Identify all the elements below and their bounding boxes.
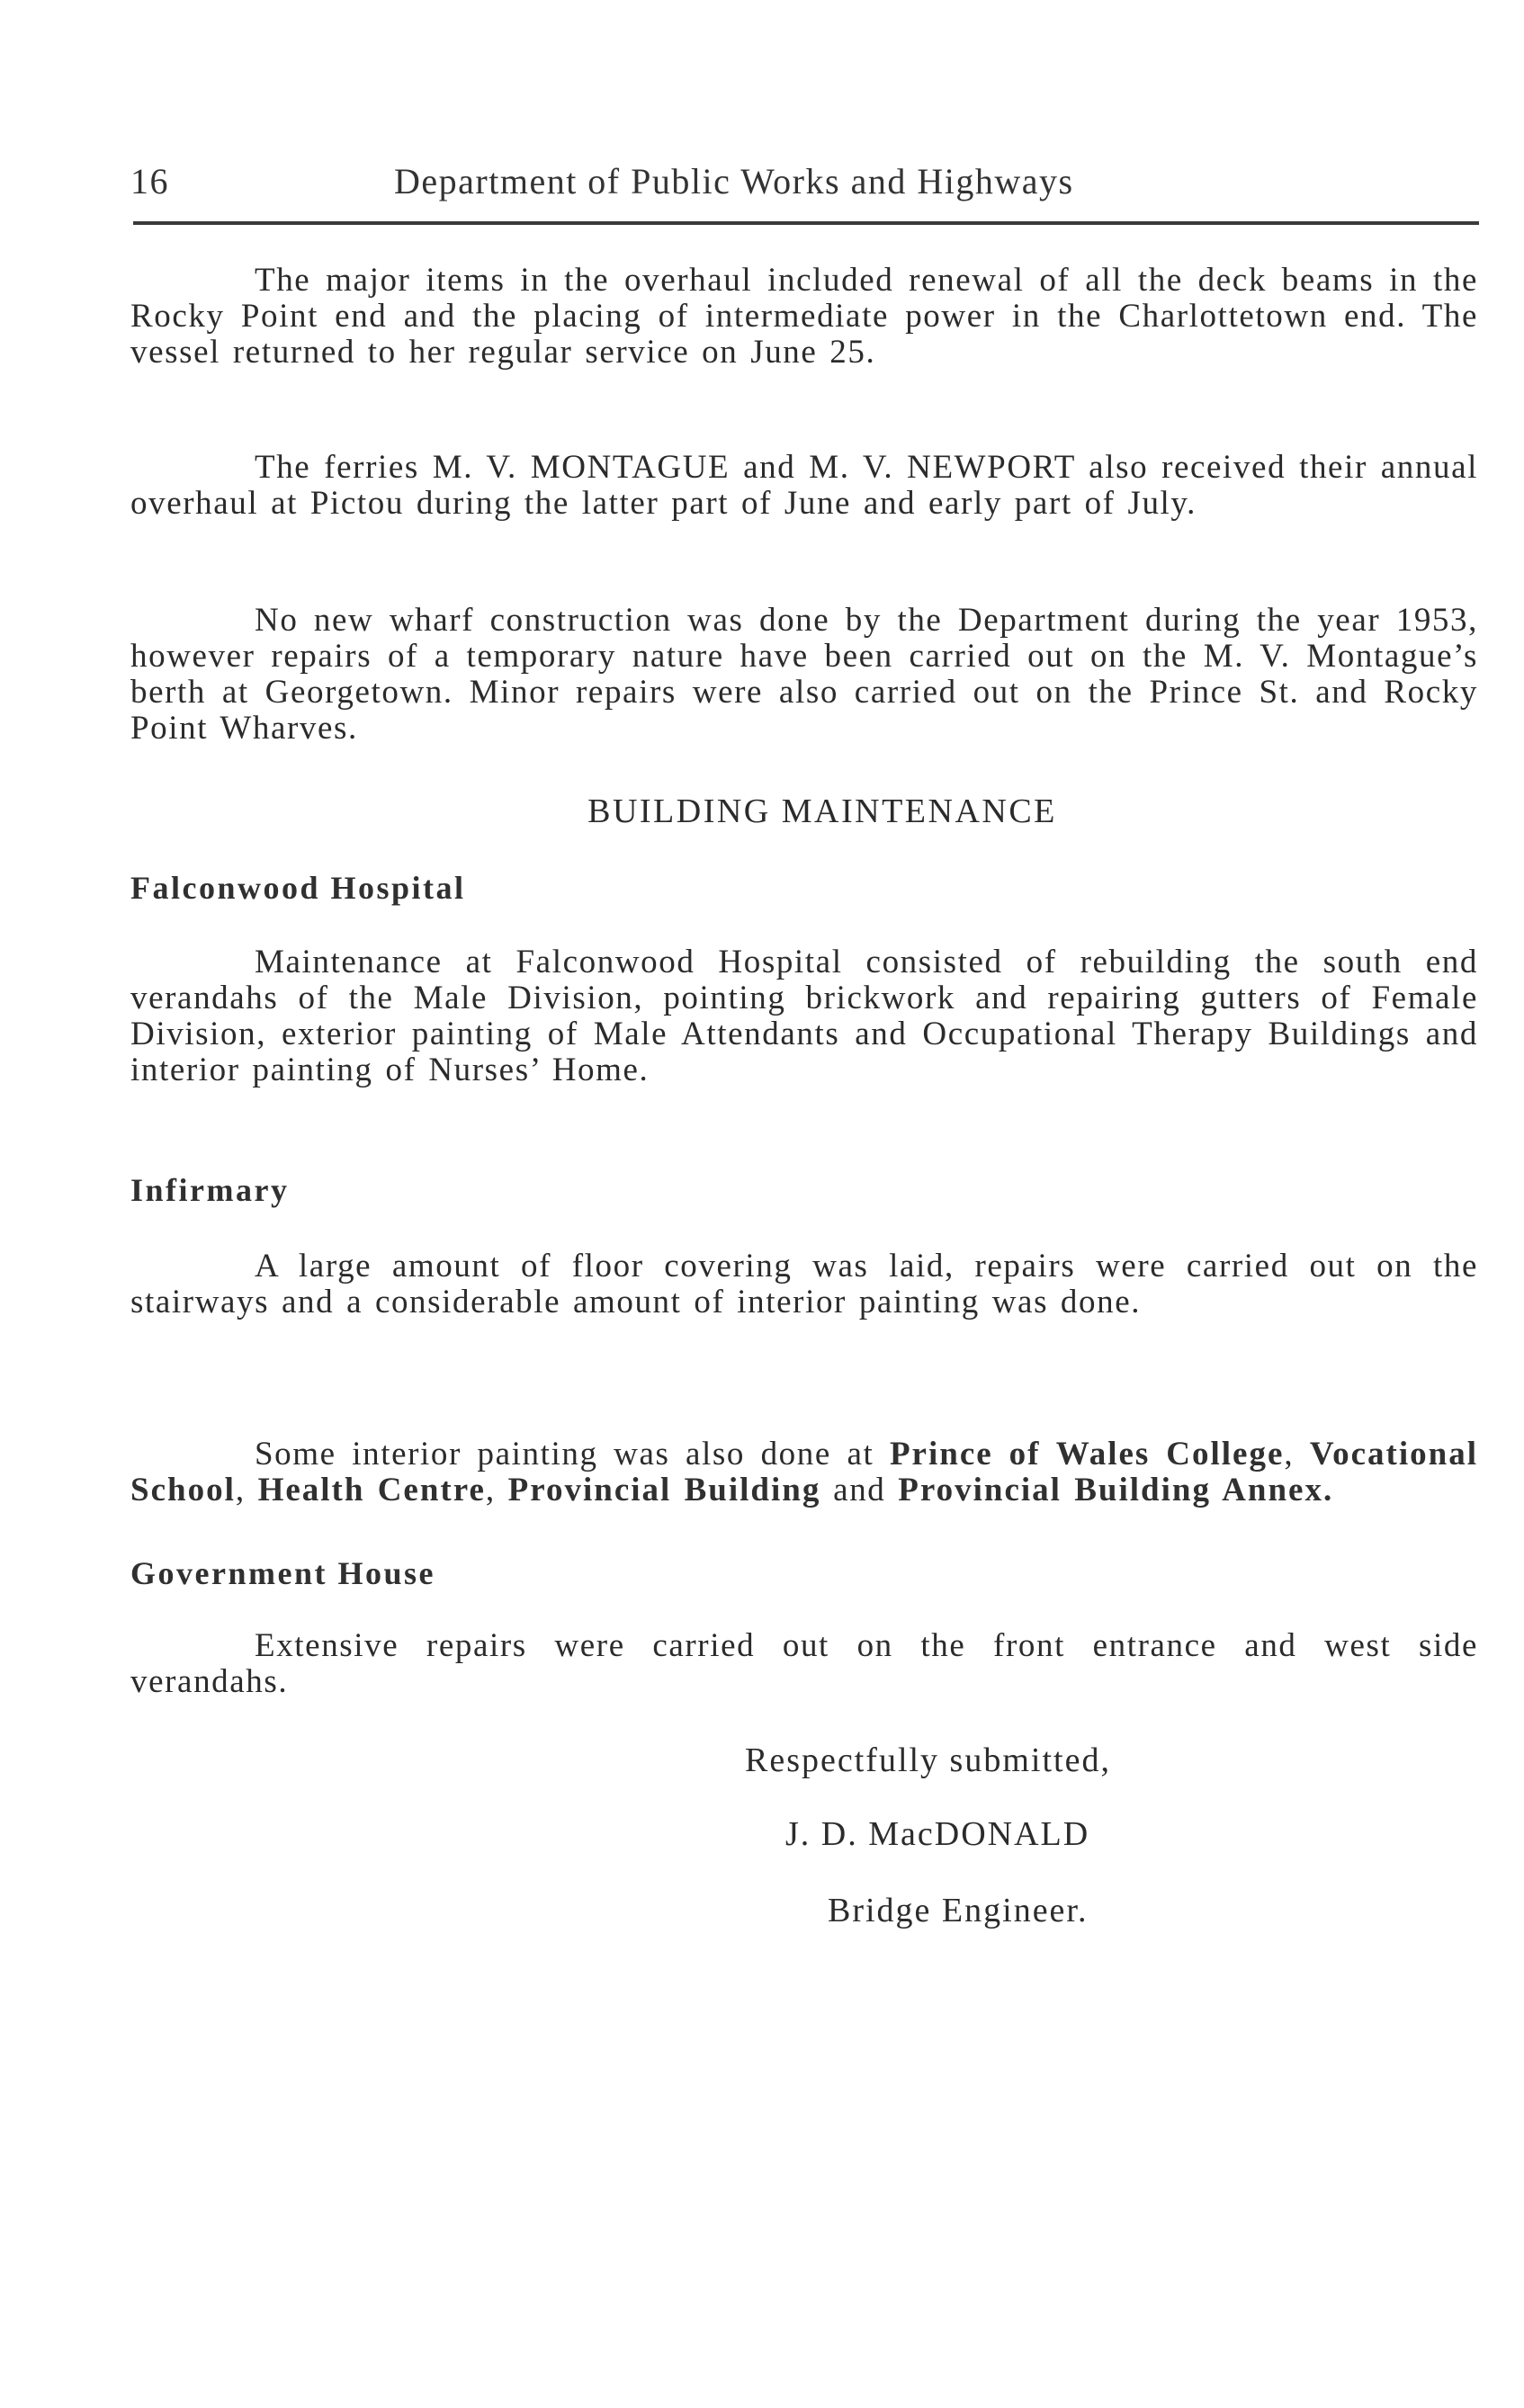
text-run: . <box>1322 1472 1334 1508</box>
running-head: Department of Public Works and Highways <box>394 161 1074 201</box>
text-run: , <box>235 1472 258 1508</box>
paragraph-text: A large amount of floor covering was laid, repairs were carried out on the stairways and a considerable amount of interior painting was done. <box>130 1248 1478 1320</box>
bold-place-name: Provincial Building Annex <box>898 1472 1323 1508</box>
paragraph-text: No new wharf construction was done by the Department during the year 1953, however repairs of a temporary nature have been carried out on the M. V. Montague’s berth at Georgetown. Minor repairs were also carried out on the Prince St. and Rocky Point Wharves. <box>130 602 1478 747</box>
paragraph-wharf <box>130 603 1478 747</box>
paragraph-ferries <box>130 450 1478 522</box>
text-run: , <box>485 1472 508 1508</box>
bold-place-name: Vocational School <box>130 1436 1479 1508</box>
bold-place-name: Provincial Building <box>507 1472 821 1508</box>
paragraph-text: Maintenance at Falconwood Hospital consisted of rebuilding the south end verandahs of the Male Division, pointing brickwork and repairing gutters of Female Division, exterior painting of Male Attendants and Occupational Therapy Buildings and interior painting of Nurses’ Home. <box>130 944 1478 1088</box>
section-heading: BUILDING MAINTENANCE <box>587 792 1057 830</box>
government-house-heading: Government House <box>130 1555 435 1591</box>
signature-closing: Respectfully submitted, <box>745 1741 1111 1779</box>
text-run: Some interior painting was also done at <box>255 1436 890 1473</box>
infirmary-heading: Infirmary <box>130 1172 290 1208</box>
signature-title: Bridge Engineer. <box>828 1892 1089 1929</box>
paragraph-government-house <box>130 1628 1478 1700</box>
text-run: and <box>820 1472 899 1508</box>
paragraph-other-painting <box>130 1437 1478 1508</box>
paragraph-text <box>130 1437 1478 1508</box>
falconwood-heading: Falconwood Hospital <box>130 870 466 906</box>
paragraph-infirmary <box>130 1249 1478 1320</box>
page-header <box>130 160 1480 205</box>
paragraph-text: The major items in the overhaul included renewal of all the deck beams in the Rocky Point end and the placing of intermediate power in the Charlottetown end. The vessel returned to her regular service on June 25. <box>130 262 1478 371</box>
paragraph-text: Extensive repairs were carried out on the front entrance and west side verandahs. <box>130 1627 1478 1700</box>
paragraph-text: The ferries M. V. MONTAGUE and M. V. NEWPORT also received their annual overhaul at Pictou during the latter part of June and early part of July. <box>130 449 1478 522</box>
paragraph-falconwood <box>130 944 1478 1088</box>
bold-place-name: Prince of Wales College <box>889 1436 1285 1473</box>
paragraph-overhaul <box>130 263 1478 371</box>
header-rule <box>133 221 1479 225</box>
bold-place-name: Health Centre <box>257 1472 486 1508</box>
page-number: 16 <box>130 161 169 201</box>
text-run: , <box>1284 1436 1310 1473</box>
signature-name: J. D. MacDONALD <box>785 1815 1090 1853</box>
